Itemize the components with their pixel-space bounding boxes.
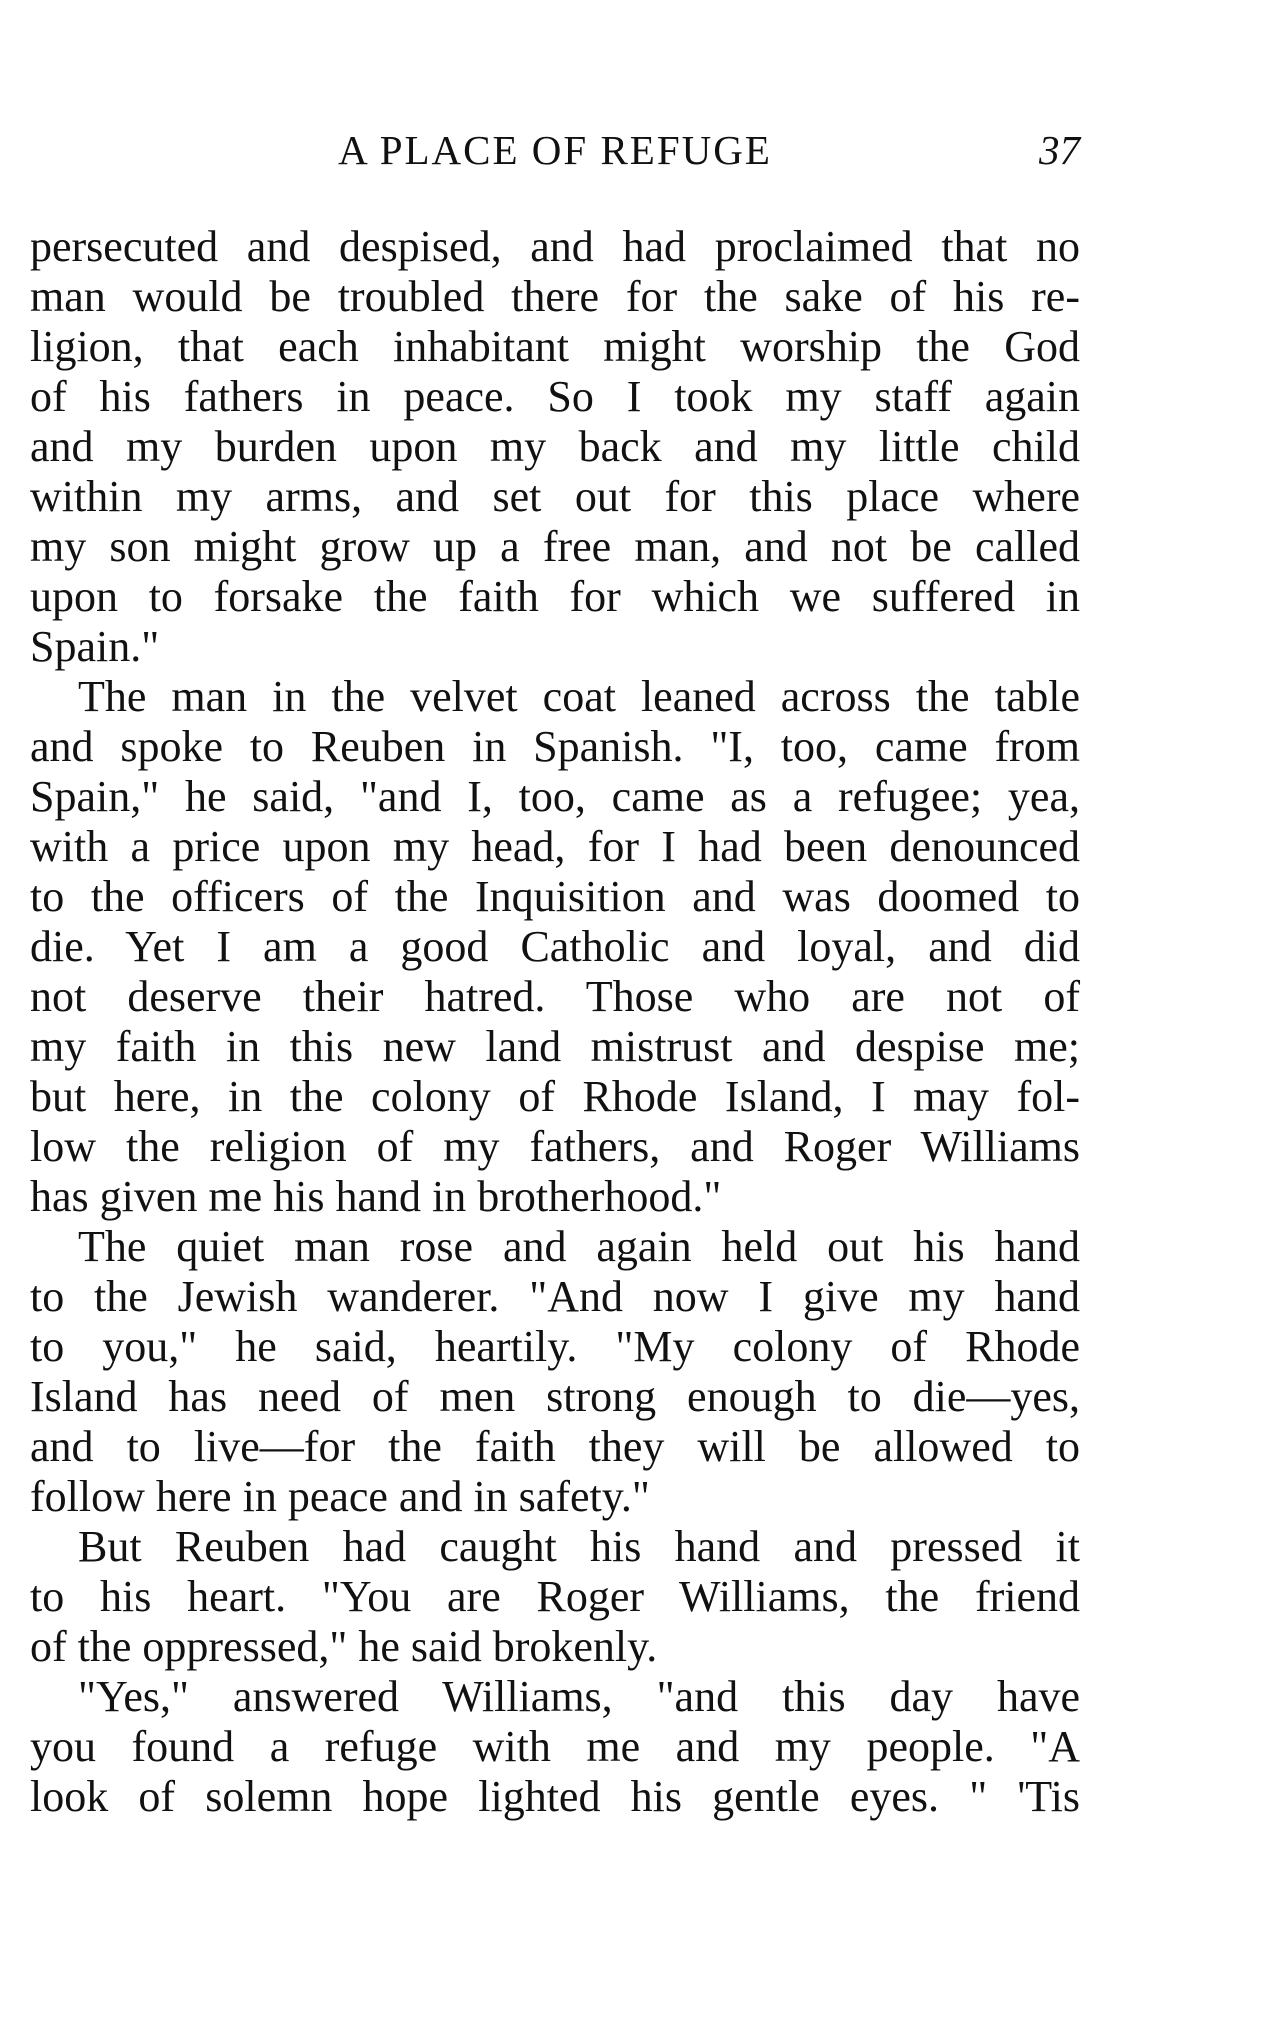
body-text bbox=[30, 222, 1080, 1822]
text-line: has given me his hand in brotherhood." bbox=[30, 1172, 722, 1221]
text-line: Spain," he said, "and I, too, came as a refugee; yea, bbox=[30, 772, 1080, 821]
text-line: you found a refuge with me and my people. "A bbox=[30, 1722, 1080, 1771]
text-line: to you," he said, heartily. "My colony of Rhode bbox=[30, 1322, 1080, 1371]
page-number: 37 bbox=[1039, 127, 1080, 173]
text-line: Island has need of men strong enough to die—yes, bbox=[30, 1372, 1080, 1421]
text-line: The quiet man rose and again held out his hand bbox=[78, 1222, 1080, 1271]
text-line: and spoke to Reuben in Spanish. "I, too, came from bbox=[30, 722, 1080, 771]
text-line: to his heart. "You are Roger Williams, the friend bbox=[30, 1572, 1080, 1621]
running-head bbox=[30, 120, 1080, 180]
running-title: A PLACE OF REFUGE bbox=[338, 127, 772, 173]
text-line: look of solemn hope lighted his gentle eyes. " 'Tis bbox=[30, 1772, 1080, 1821]
text-line: but here, in the colony of Rhode Island, I may fol- bbox=[30, 1072, 1080, 1121]
text-line: within my arms, and set out for this place where bbox=[30, 472, 1080, 521]
text-line: upon to forsake the faith for which we suffered in bbox=[30, 572, 1080, 621]
text-line: persecuted and despised, and had proclaimed that no bbox=[30, 222, 1080, 271]
text-line: die. Yet I am a good Catholic and loyal, and did bbox=[30, 922, 1080, 971]
text-line: "Yes," answered Williams, "and this day have bbox=[78, 1672, 1080, 1721]
text-line: and my burden upon my back and my little child bbox=[30, 422, 1080, 471]
text-line: to the Jewish wanderer. "And now I give my hand bbox=[30, 1272, 1080, 1321]
text-line: ligion, that each inhabitant might worship the God bbox=[30, 322, 1080, 371]
text-line: with a price upon my head, for I had been denounced bbox=[30, 822, 1080, 871]
text-line: my son might grow up a free man, and not be called bbox=[30, 522, 1080, 571]
text-line: of his fathers in peace. So I took my staff again bbox=[30, 372, 1080, 421]
text-line: of the oppressed," he said brokenly. bbox=[30, 1622, 658, 1671]
text-line: man would be troubled there for the sake of his re- bbox=[30, 272, 1080, 321]
text-line: to the officers of the Inquisition and was doomed to bbox=[30, 872, 1080, 921]
text-line: low the religion of my fathers, and Roger Williams bbox=[30, 1122, 1080, 1171]
text-line: not deserve their hatred. Those who are not of bbox=[30, 972, 1080, 1021]
text-line: But Reuben had caught his hand and pressed it bbox=[78, 1522, 1080, 1571]
text-line: and to live—for the faith they will be allowed to bbox=[30, 1422, 1080, 1471]
text-line: The man in the velvet coat leaned across the table bbox=[78, 672, 1080, 721]
text-line: my faith in this new land mistrust and despise me; bbox=[30, 1022, 1080, 1071]
text-line: Spain." bbox=[30, 622, 160, 671]
text-line: follow here in peace and in safety." bbox=[30, 1472, 650, 1521]
